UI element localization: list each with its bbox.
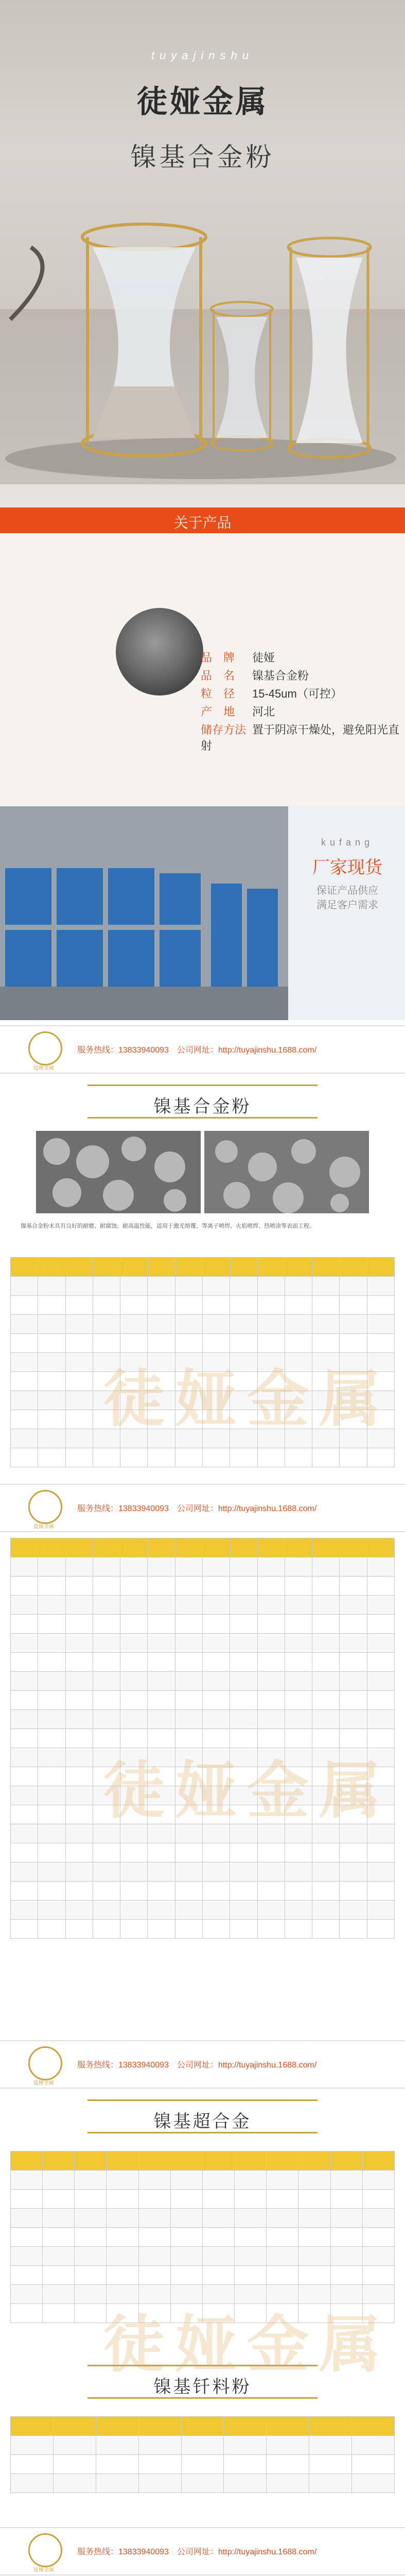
ribbon-title: 镍基合金粉 <box>153 1097 252 1116</box>
logo-text: 徒娅金属 <box>33 2080 54 2086</box>
company-logo-icon <box>28 2046 62 2080</box>
spec-key: 储存方法 <box>201 723 246 736</box>
warehouse-line2: 满足客户需求 <box>316 900 378 911</box>
spec-row <box>201 649 275 665</box>
brand-pinyin: tuyajinshu <box>151 49 254 62</box>
warehouse-tag <box>296 837 399 912</box>
warehouse-pinyin: kufang <box>321 837 374 848</box>
hero-section <box>0 0 405 507</box>
spec-table-1 <box>10 1257 395 1467</box>
spec-row <box>201 703 275 719</box>
section-ribbon <box>87 2099 318 2133</box>
about-title: 关于产品 <box>173 515 232 531</box>
spec-row <box>201 721 405 753</box>
warehouse-title: 厂家现货 <box>312 858 382 877</box>
hotline: 服务热线：13833940093 <box>77 2061 169 2070</box>
company-logo-icon <box>28 1031 62 1065</box>
brand-name: 徒娅金属 <box>136 84 269 119</box>
spec-key: 粒 径 <box>201 687 235 700</box>
spec-table-2 <box>10 1538 395 1939</box>
product-subtitle: 镍基合金粉 <box>130 143 275 172</box>
website-link[interactable]: 公司网址：http://tuyajinshu.1688.com/ <box>177 2061 317 2070</box>
spec-value: 河北 <box>252 705 275 718</box>
spec-value: 镍基合金粉 <box>252 669 309 682</box>
logo-text: 徒娅金属 <box>33 2567 54 2573</box>
website-link[interactable]: 公司网址：http://tuyajinshu.1688.com/ <box>177 1504 317 1513</box>
contact-text <box>77 2058 316 2070</box>
spec-value: 15-45um（可控） <box>252 687 342 700</box>
spec-key: 产 地 <box>201 705 235 718</box>
section-ribbon <box>87 1084 318 1118</box>
contact-text <box>77 2545 316 2557</box>
warehouse-section <box>0 806 405 1020</box>
ribbon-title: 镍基超合金 <box>153 2112 252 2131</box>
about-title-bar <box>0 507 405 533</box>
company-logo-icon <box>28 1490 62 1524</box>
about-section <box>0 507 405 806</box>
hotline: 服务热线：13833940093 <box>77 1504 169 1513</box>
watermark: 徒娅金属 <box>103 2310 391 2379</box>
powder-pile-image <box>116 608 203 696</box>
hourglass-illustration <box>0 216 405 484</box>
spec-table-4 <box>10 2416 395 2493</box>
ribbon-title: 镍基钎料粉 <box>153 2377 252 2397</box>
website-link[interactable]: 公司网址：http://tuyajinshu.1688.com/ <box>177 2548 317 2556</box>
sem-micrographs <box>36 1131 369 1213</box>
contact-banner <box>0 2040 405 2089</box>
contact-banner <box>0 1025 405 1074</box>
hotline: 服务热线：13833940093 <box>77 1046 169 1055</box>
logo-text: 徒娅金属 <box>33 1065 54 1071</box>
contact-text <box>77 1043 316 1055</box>
watermark: 徒娅金属 <box>103 1365 391 1434</box>
spec-value: 徒娅 <box>252 651 275 664</box>
contact-banner <box>0 1484 405 1532</box>
section-ribbon <box>87 2365 318 2399</box>
spec-row <box>201 667 309 683</box>
product-paragraph: 镍基合金粉末具有良好的耐磨、耐腐蚀、耐高温性能，适用于激光熔覆、等离子喷焊、火焰喷焊、热喷涂等表面工程。 <box>21 1223 315 1229</box>
warehouse-line1: 保证产品供应 <box>316 885 378 896</box>
company-logo-icon <box>28 2533 62 2567</box>
website-link[interactable]: 公司网址：http://tuyajinshu.1688.com/ <box>177 1046 317 1055</box>
spec-key: 品 牌 <box>201 651 235 664</box>
watermark: 徒娅金属 <box>103 1756 391 1825</box>
spec-row <box>201 685 342 701</box>
contact-banner <box>0 2527 405 2575</box>
hotline: 服务热线：13833940093 <box>77 2548 169 2556</box>
spec-table-3 <box>10 2151 395 2323</box>
contact-text <box>77 1502 316 1514</box>
logo-text: 徒娅金属 <box>33 1524 54 1530</box>
spec-value: 置于阴凉干燥处，避免阳光直射 <box>201 723 400 752</box>
spec-key: 品 名 <box>201 669 235 682</box>
